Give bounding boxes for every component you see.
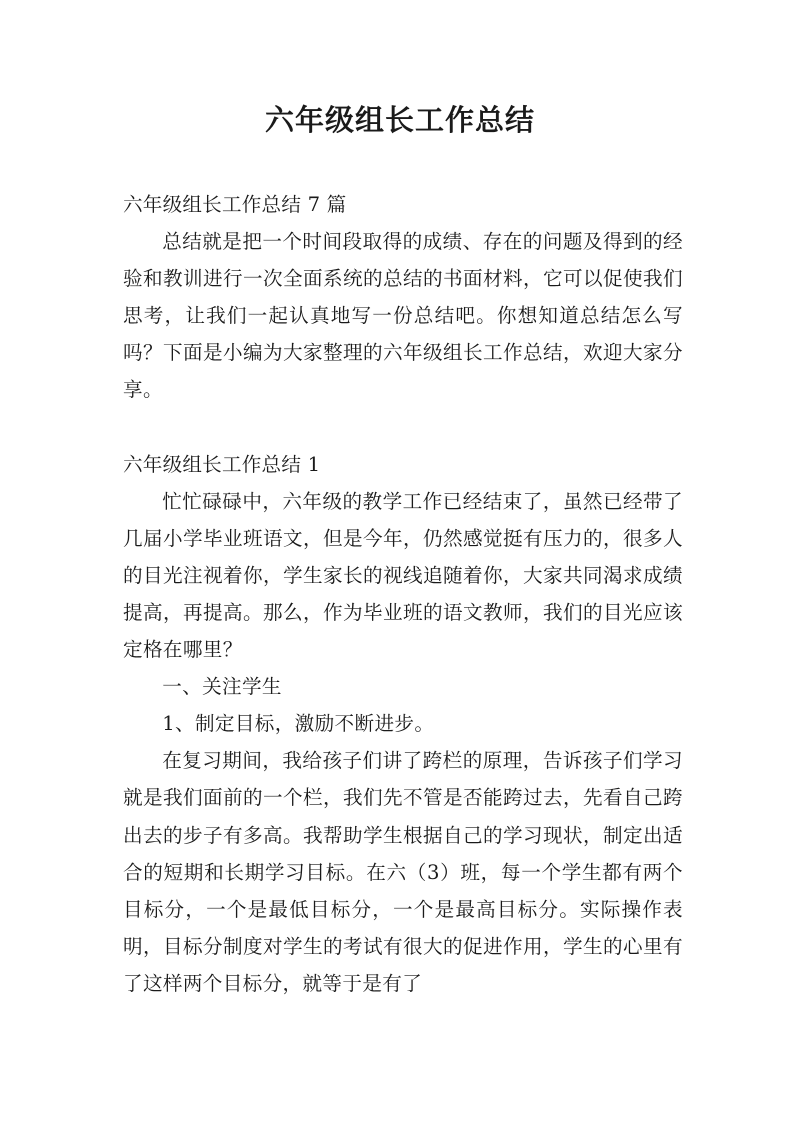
paragraph-spacer [123, 409, 683, 446]
subheading-set-goals: 1、制定目标，激励不断进步。 [162, 712, 435, 736]
body-paragraph: 在复习期间，我给孩子们讲了跨栏的原理，告诉孩子们学习就是我们面前的一个栏，我们先不管是否能跨过去，先看自己跨出去的步子有多高。我帮助学生根据自己的学习现状，制定出适合的短期和长期学习目标。在六（3）班，每一个学生都有两个目标分，一个是最低目标分，一个是最高目标分。实际操作表明，目标分制度对学生的考试有很大的促进作用，学生的心里有了这样两个目标分，就等于是有了 [123, 749, 683, 995]
intro-paragraph: 总结就是把一个时间段取得的成绩、存在的问题及得到的经验和教训进行一次全面系统的总结的书面材料，它可以促使我们思考，让我们一起认真地写一份总结吧。你想知道总结怎么写吗？下面是小编为大家整理的六年级组长工作总结，欢迎大家分享。 [123, 230, 683, 402]
document-title: 六年级组长工作总结 [264, 103, 535, 137]
intro-heading: 六年级组长工作总结 7 篇 [123, 193, 347, 216]
document-body [123, 186, 683, 1002]
body-paragraph: 忙忙碌碌中，六年级的教学工作已经结束了，虽然已经带了几届小学毕业班语文，但是今年，仍然感觉挺有压力的，很多人的目光注视着你，学生家长的视线追随着你，大家共同渴求成绩提高，再提高。那么，作为毕业班的语文教师，我们的目光应该定格在哪里？ [123, 489, 683, 662]
section-heading: 六年级组长工作总结 1 [123, 452, 321, 476]
subheading-focus-students: 一、关注学生 [162, 675, 282, 699]
